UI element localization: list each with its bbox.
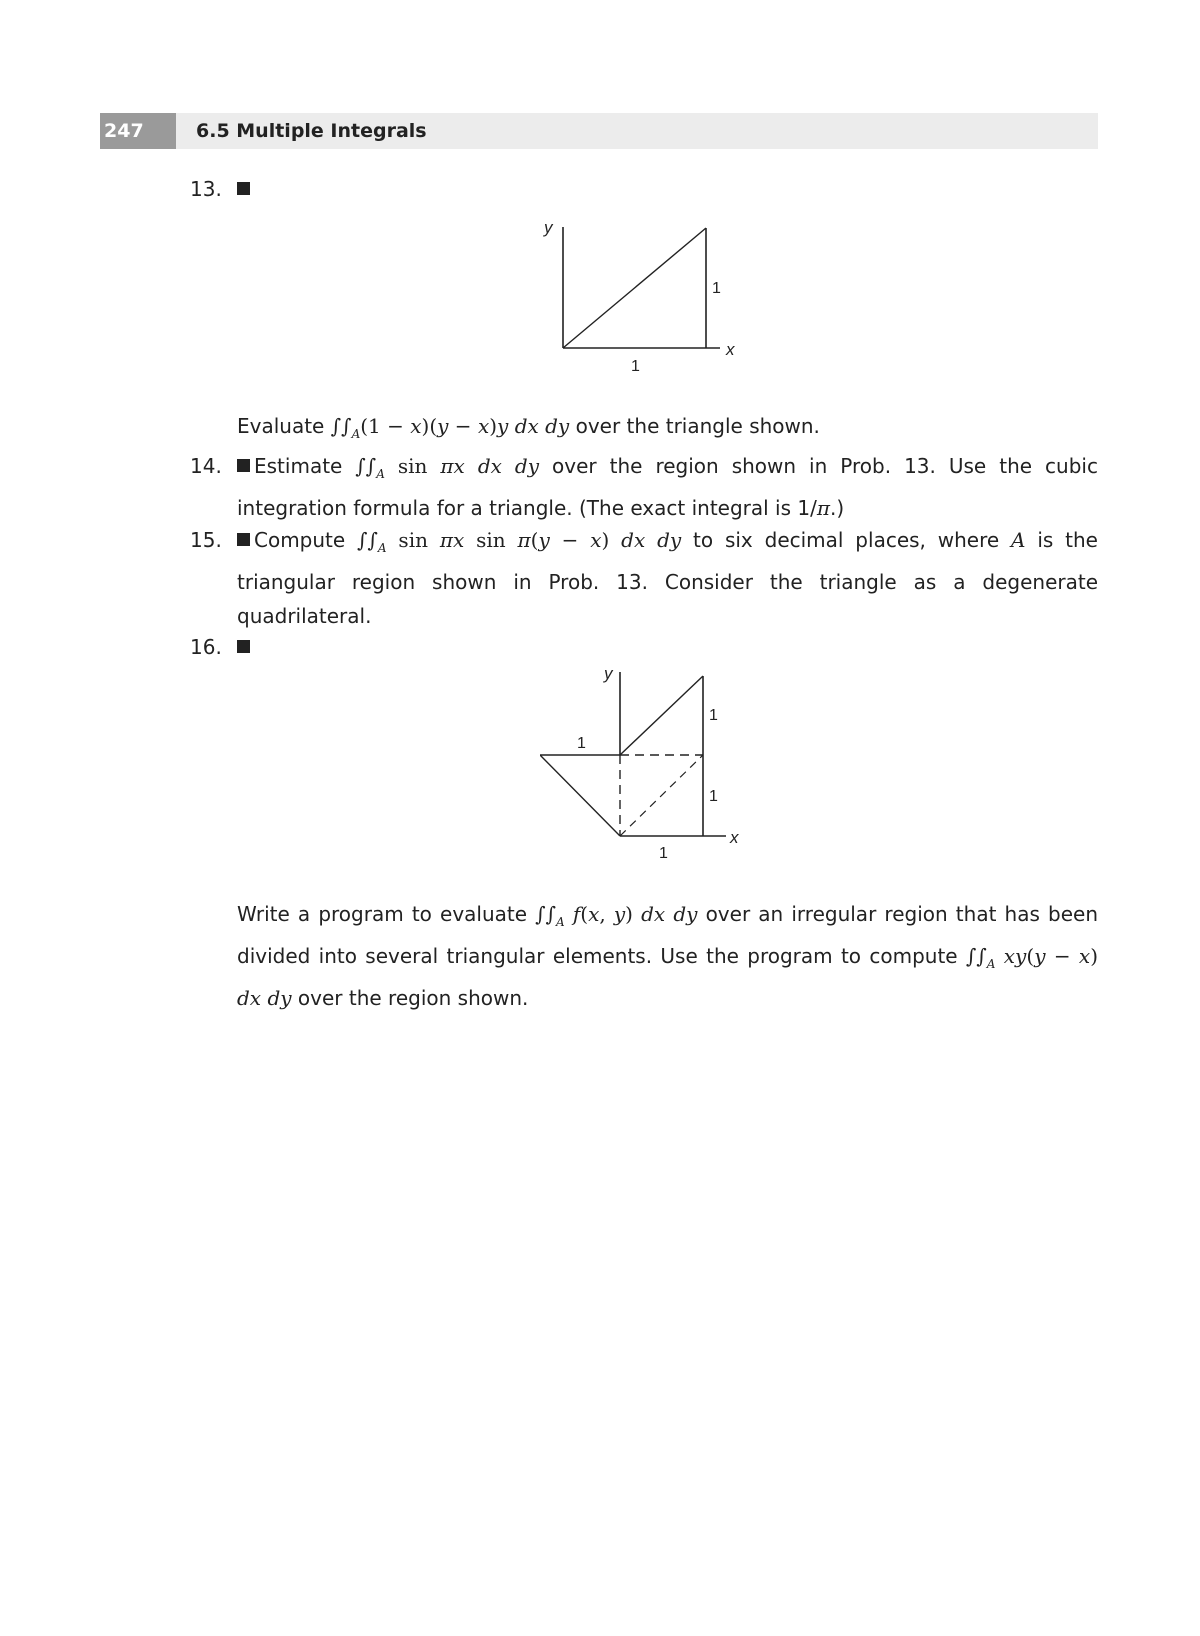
math: ( [1026,944,1035,968]
problem-marker-icon [237,182,250,195]
left-length-label: 1 [577,735,586,752]
math: y [1034,944,1046,968]
section-title: 6.5 Multiple Integrals [196,120,427,142]
double-integral-symbol: ∫∫ [965,944,987,968]
left-diagonal-edge [540,755,620,836]
math: π [517,528,531,552]
region-subscript: A [351,427,361,441]
double-integral-symbol: ∫∫ [330,414,352,438]
text: over an irregular region that has been divided into several triangular elements. Use the program to compute [237,902,1099,968]
math: )( [421,414,438,438]
side-length-label: 1 [712,280,721,297]
problem-16-header [190,630,1098,664]
math: ) [489,414,498,438]
double-integral-symbol: ∫∫ [357,528,378,552]
math: y [613,902,626,926]
math: y [538,528,550,552]
math: f [564,902,581,926]
text: to six decimal places, where [681,528,1012,552]
math: dx dy [641,902,698,926]
dashed-diagonal [620,755,703,836]
problem-number: 13. [190,177,222,201]
text: .) [830,496,845,520]
x-axis-label: x [730,828,739,847]
problem-number: 15. [190,528,222,552]
hypotenuse [563,228,706,348]
text: Evaluate [237,414,331,438]
bottom-length-label: 1 [659,845,668,862]
text: over the triangle shown. [569,414,820,438]
math: x [590,528,602,552]
math: ( [580,902,589,926]
y-axis-label: y [544,218,553,237]
text: is the triangular region shown in Prob. 13. Consider the triangle as a degenerate quadrilateral. [237,528,1098,628]
math: ( [530,528,539,552]
figure-13 [540,215,780,375]
problem-13-header [190,172,1098,206]
math: x [410,414,422,438]
upper-triangle-hypotenuse [620,676,703,755]
math: sin [384,454,441,478]
math: x [1078,944,1091,968]
math: xy [995,944,1027,968]
problem-marker-icon [237,533,250,546]
problem-13-text [190,409,1098,451]
x-axis-label: x [726,340,735,359]
math: sin [464,528,518,552]
base-length-label: 1 [631,358,640,375]
math: π [816,496,831,520]
math: − [448,414,478,438]
math: x [588,902,600,926]
math: A [1011,528,1026,552]
problem-15 [190,523,1098,633]
math: − [549,528,591,552]
math: dx dy [237,986,292,1010]
math: y [437,414,449,438]
problem-number: 16. [190,635,222,659]
double-integral-symbol: ∫∫ [355,454,377,478]
text: over the region shown. [291,986,529,1010]
math: sin [386,528,440,552]
region-subscript: A [377,541,387,555]
region-subscript: A [986,957,996,971]
math: dx dy [621,528,682,552]
math: (1 − [360,414,411,438]
text: over the region shown in Prob. 13. Use the cubic integration formula for a triangle. (The exact integral is 1/ [237,454,1098,520]
problem-marker-icon [237,459,250,472]
region-subscript: A [556,915,565,929]
math: ) [601,528,622,552]
math: x [477,414,490,438]
problem-number: 14. [190,454,222,478]
math: − [1045,944,1079,968]
region-subscript: A [376,467,385,481]
figure-16 [540,660,780,875]
math: πx dx dy [440,454,540,478]
double-integral-symbol: ∫∫ [535,902,557,926]
problem-marker-icon [237,640,250,653]
math: , [599,902,614,926]
problem-14 [190,449,1098,525]
text: Estimate [254,454,356,478]
math: πx [439,528,465,552]
text: Compute [254,528,358,552]
text: Write a program to evaluate [237,902,536,926]
math: ) [1090,944,1099,968]
math: y dx dy [497,414,570,438]
problem-16-text [190,897,1098,1015]
page-number: 247 [100,113,176,149]
math: ) [625,902,642,926]
y-axis-label: y [604,664,613,683]
lower-right-length-label: 1 [709,788,718,805]
upper-right-length-label: 1 [709,707,718,724]
